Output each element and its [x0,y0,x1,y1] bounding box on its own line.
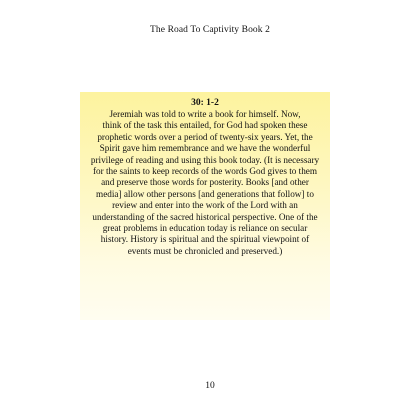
commentary-line: understanding of the sacred historical perspective. One of the [92,211,318,222]
commentary-line: media] allow other persons [and generations that follow] to [96,188,314,199]
commentary-line: privilege of reading and using this book today. (It is necessary [90,154,320,165]
commentary-line: for the saints to keep records of the words God gives to them [92,166,318,177]
commentary-line: great problems in education today is reliance on secular [102,223,308,234]
commentary-box [80,92,330,320]
commentary-line: Jeremiah was told to write a book for himself. Now, [109,109,301,119]
commentary-text [84,109,326,257]
commentary-line: think of the task this entailed, for God had spoken these [102,120,308,131]
running-header: The Road To Captivity Book 2 [150,25,270,35]
commentary-line: and preserve those words for posterity. Books [and other [101,177,309,188]
commentary-line: Spirit gave him remembrance and we have the wonderful [99,143,311,154]
commentary-line: review and enter into the work of the Lord with an [112,200,298,211]
verse-reference-heading: 30: 1-2 [191,98,219,108]
commentary-line: events must be chronicled and preserved.) [127,245,283,256]
commentary-line: history. History is spiritual and the spiritual viewpoint of [100,234,310,245]
page-number: 10 [205,381,215,391]
commentary-line: prophetic words over a period of twenty-six years. Yet, the [97,131,313,142]
